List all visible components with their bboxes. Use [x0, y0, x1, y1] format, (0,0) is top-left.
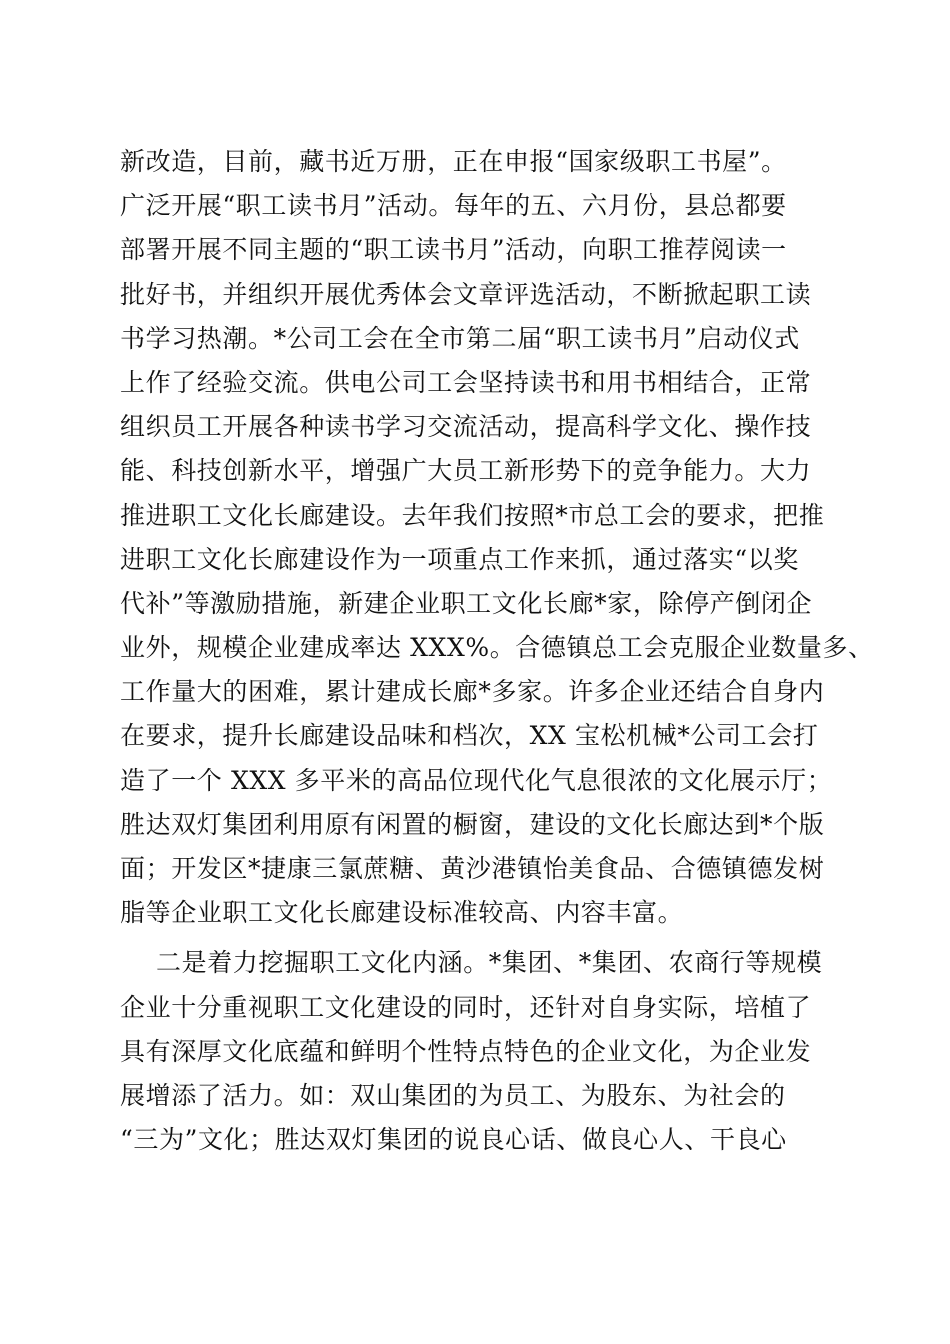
- text-line: 进职工文化长廊建设作为一项重点工作来抓，通过落实“以奖: [120, 544, 799, 574]
- text-line: 具有深厚文化底蕴和鲜明个性特点特色的企业文化，为企业发: [120, 1036, 812, 1066]
- text-line: 广泛开展“职工读书月”活动。每年的五、六月份，县总都要: [120, 191, 787, 221]
- text-line: 造了一个 XXX 多平米的高品位现代化气息很浓的文化展示厅；: [120, 765, 833, 795]
- text-line: 展增添了活力。如：双山集团的为员工、为股东、为社会的: [120, 1080, 786, 1110]
- text-line: 在要求，提升长廊建设品味和档次，XX 宝松机械*公司工会打: [120, 721, 819, 751]
- paragraph-1: [120, 140, 874, 935]
- text-line: 胜达双灯集团利用原有闲置的橱窗，建设的文化长廊达到*个版: [120, 809, 825, 839]
- text-line: 组织员工开展各种读书学习交流活动，提高科学文化、操作技: [120, 412, 812, 442]
- text-line: 批好书，并组织开展优秀体会文章评选活动，不断掀起职工读: [120, 279, 812, 309]
- text-line: 推进职工文化长廊建设。去年我们按照*市总工会的要求，把推: [120, 500, 825, 530]
- text-line: “三为”文化；胜达双灯集团的说良心话、做良心人、干良心: [120, 1125, 787, 1155]
- text-line: 书学习热潮。*公司工会在全市第二届“职工读书月”启动仪式: [120, 323, 800, 353]
- text-line: 面；开发区*捷康三氯蔗糖、黄沙港镇怡美食品、合德镇德发树: [120, 854, 825, 883]
- text-line: 上作了经验交流。供电公司工会坚持读书和用书相结合，正常: [120, 367, 812, 397]
- text-line: 业外，规模企业建成率达 XXX%。合德镇总工会克服企业数量多、: [120, 633, 874, 663]
- paragraph-2: [120, 941, 840, 1162]
- text-line: 新改造，目前，藏书近万册，正在申报“国家级职工书屋”。: [120, 147, 787, 176]
- text-line: 部署开展不同主题的“职工读书月”活动，向职工推荐阅读一: [120, 235, 787, 265]
- text-line: 能、科技创新水平，增强广大员工新形势下的竞争能力。大力: [120, 456, 812, 486]
- text-line: 代补”等激励措施，新建企业职工文化长廊*家，除停产倒闭企: [120, 588, 813, 618]
- text-line: 企业十分重视职工文化建设的同时，还针对自身实际，培植了: [120, 992, 812, 1022]
- body-text: [120, 140, 874, 1162]
- text-line: 工作量大的困难，累计建成长廊*多家。许多企业还结合自身内: [120, 677, 825, 707]
- text-line: 脂等企业职工文化长廊建设标准较高、内容丰富。: [120, 898, 684, 928]
- text-line: 二是着力挖掘职工文化内涵。*集团、*集团、农商行等规模: [156, 948, 823, 978]
